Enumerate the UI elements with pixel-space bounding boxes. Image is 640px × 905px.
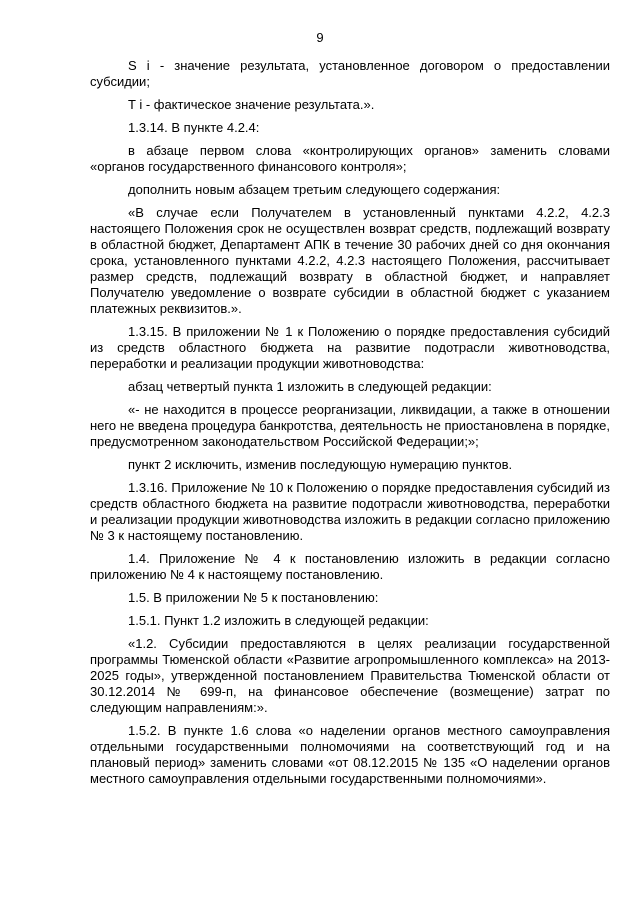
paragraph: «- не находится в процессе реорганизации, ликвидации, а также в отношении него не введена процедура банкротства, деятельность не приостановлена в порядке, предусмотренном законодательством Российской Федерации;»; bbox=[90, 402, 610, 449]
paragraph: 1.3.15. В приложении № 1 к Положению о порядке предоставления субсидий из средств областного бюджета на развитие подотрасли животноводства, переработки и реализации продукции животноводства: bbox=[90, 324, 610, 371]
paragraph: пункт 2 исключить, изменив последующую нумерацию пунктов. bbox=[128, 457, 513, 472]
paragraph: T i - фактическое значение результата.». bbox=[128, 97, 375, 112]
document-body bbox=[90, 58, 610, 794]
paragraph: 1.3.16. Приложение № 10 к Положению о порядке предоставления субсидий из средств областного бюджета на развитие подотрасли животноводства, переработки и реализации продукции животноводства изложить в редакции согласно приложению № 3 к настоящему постановлению. bbox=[90, 480, 610, 543]
paragraph: 1.5.1. Пункт 1.2 изложить в следующей редакции: bbox=[128, 613, 429, 628]
paragraph: 1.4. Приложение № 4 к постановлению изложить в редакции согласно приложению № 4 к настоящему постановлению. bbox=[90, 551, 610, 582]
paragraph: 1.5.2. В пункте 1.6 слова «о наделении органов местного самоуправления отдельными государственными полномочиями на соответствующий год и на плановый период» заменить словами «от 08.12.2015 № 135 «О наделении органов местного самоуправления отдельными государственными полномочиями». bbox=[90, 723, 610, 786]
paragraph: дополнить новым абзацем третьим следующего содержания: bbox=[128, 182, 501, 197]
paragraph: 1.3.14. В пункте 4.2.4: bbox=[128, 120, 260, 135]
paragraph: «1.2. Субсидии предоставляются в целях реализации государственной программы Тюменской области «Развитие агропромышленного комплекса» на 2013-2025 годы», утвержденной постановлением Правительства Тюменской области от 30.12.2014 № 699-п, на финансовое обеспечение (возмещение) затрат по следующим направлениям:». bbox=[90, 636, 610, 715]
paragraph: абзац четвертый пункта 1 изложить в следующей редакции: bbox=[128, 379, 492, 394]
paragraph: «В случае если Получателем в установленный пунктами 4.2.2, 4.2.3 настоящего Положения срок не осуществлен возврат средств, подлежащий возврату в областной бюджет, Департамент АПК в течение 30 рабочих дней со дня окончания срока, установленного пунктами 4.2.2, 4.2.3 настоящего Положения, рассчитывает размер средств, подлежащий возврату в областной бюджет, и направляет Получателю уведомление о возврате субсидии в областной бюджет с указанием платежных реквизитов.». bbox=[90, 205, 610, 316]
paragraph: в абзаце первом слова «контролирующих органов» заменить словами «органов государственного финансового контроля»; bbox=[90, 143, 610, 174]
page-number: 9 bbox=[316, 30, 324, 45]
paragraph: S i - значение результата, установленное договором о предоставлении субсидии; bbox=[90, 58, 610, 89]
paragraph: 1.5. В приложении № 5 к постановлению: bbox=[128, 590, 379, 605]
